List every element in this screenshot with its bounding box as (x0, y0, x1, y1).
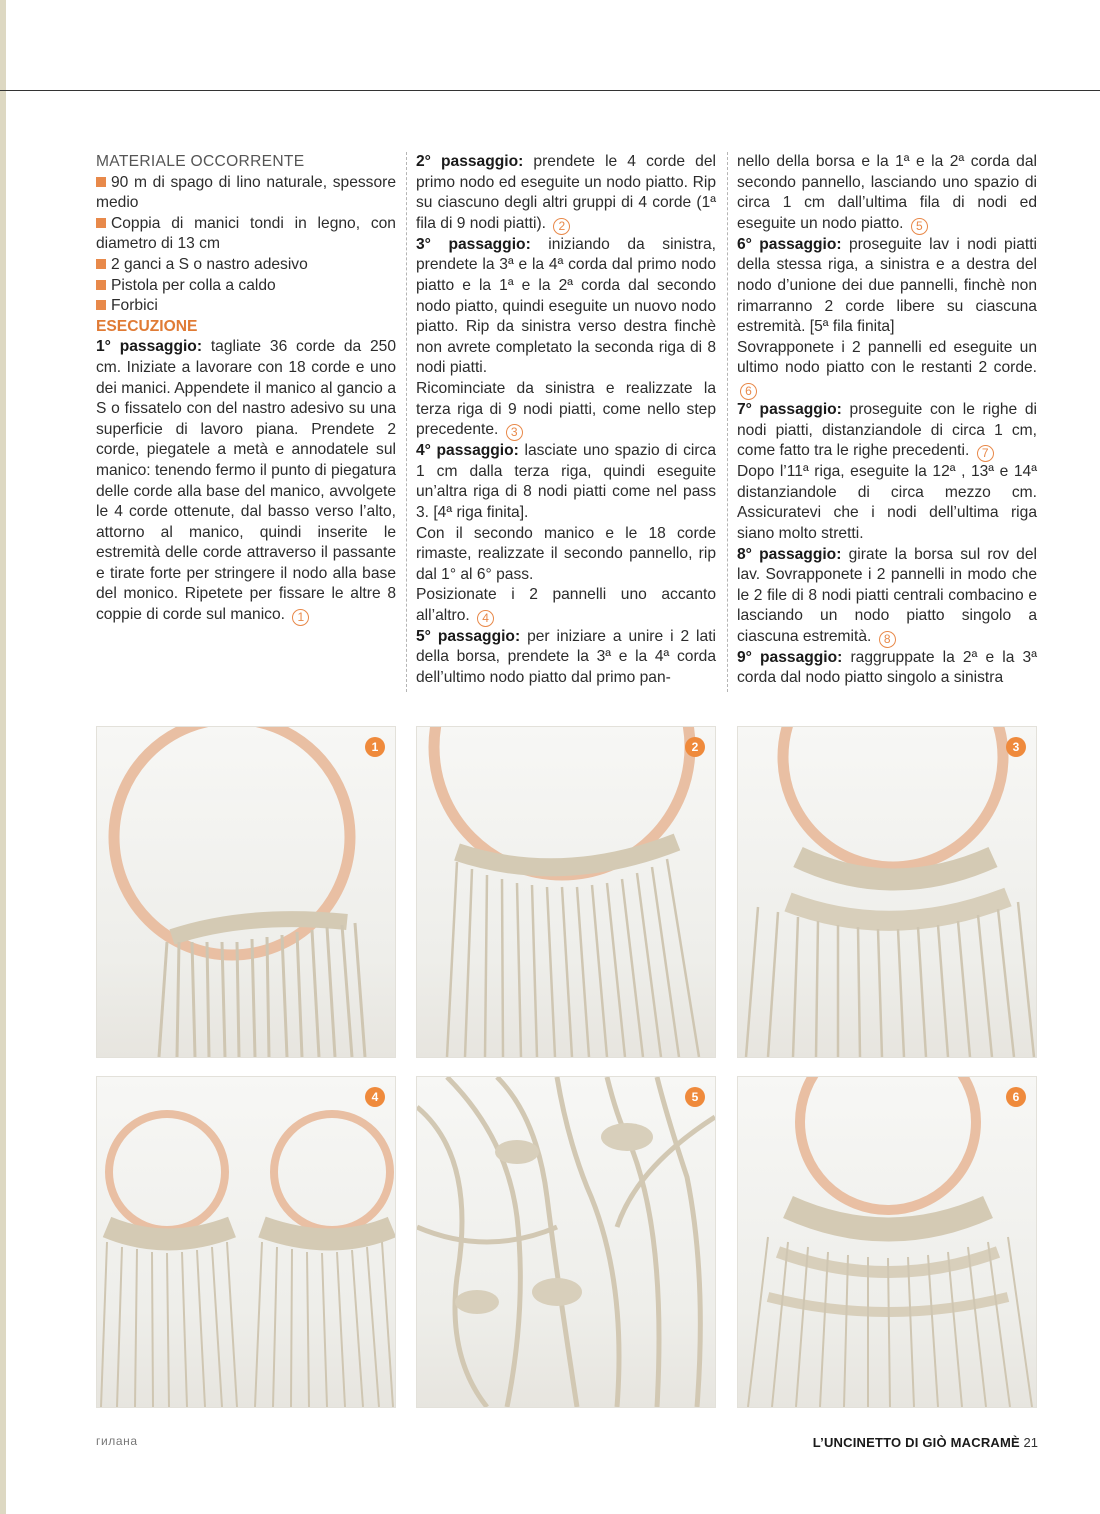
photo-ref-badge: 2 (553, 218, 570, 235)
column-divider (727, 152, 728, 692)
step-4-extra2: Posizionate i 2 pannelli uno accanto all’altro. 4 (416, 586, 716, 625)
bullet-square-icon (96, 218, 106, 228)
step-5-continued: nello della borsa e la 1ª e la 2ª corda dal secondo pannello, lasciando uno spazio di circa 1 cm dall’ultima fila di nodi ed eseguite un nodo piatto. 5 (737, 153, 1037, 233)
execution-title: ESECUZIONE (96, 317, 198, 335)
step-7-extra: Dopo l’11ª riga, eseguite la 12ª , 13ª e 14ª distanziandole di circa mezzo cm. Assicuratevi che i nodi dell’ultima riga siano molto stretti. (737, 463, 1037, 542)
step-9: 9° passaggio: raggruppate la 2ª e la 3ª corda dal nodo piatto singolo a sinistra (737, 648, 1037, 687)
page-edge-strip (0, 0, 6, 1514)
step-photo-6 (737, 1076, 1037, 1408)
step-3-extra: Ricominciate da sinistra e realizzate la terza riga di 9 nodi piatti, come nello step precedente. 3 (416, 379, 716, 440)
step-1: 1° passaggio: tagliate 36 corde da 250 cm. Iniziate a lavorare con 18 corde e uno dei manici. Appendete il manico al gancio a S o fissatelo con del nastro adesivo su una superficie di lavoro piana. Prendete 2 corde, piegatele a metà e annodatele sul manico: tenendo fermo il punto di piegatura delle corde alla base del manico, avvolgete le 4 corde ottenute, dal basso verso l’alto, attorno al manico, quindi inserite le estremità delle corde attraverso il passante e tirate forte per stringere il nodo alla base del monico. Ripetete per fissare le altre 8 coppie di corde sul manico. 1 (96, 338, 396, 625)
step-photo-1 (96, 726, 396, 1058)
material-item: Forbici (96, 296, 396, 317)
macrame-ring-illustration (97, 727, 395, 1057)
bullet-square-icon (96, 280, 106, 290)
photo-number-badge: 2 (685, 737, 705, 757)
photo-ref-badge: 5 (911, 218, 928, 235)
macrame-knot-closeup-illustration (417, 1077, 715, 1407)
page-number: 21 (1023, 1435, 1038, 1450)
photo-number-badge: 3 (1006, 737, 1026, 757)
step-8: 8° passaggio: girate la borsa sul rov del lav. Sovrapponete i 2 pannelli in modo che le 2 file di 8 nodi piatti centrali combacino e lasciando un nodo piatto singolo a ciascuna estremità. 8 (737, 545, 1037, 646)
photo-number-badge: 4 (365, 1087, 385, 1107)
step-photo-2 (416, 726, 716, 1058)
material-item: Coppia di manici tondi in legno, con diametro di 13 cm (96, 214, 396, 253)
step-4-extra: Con il secondo manico e le 18 corde rimaste, realizzate il secondo pannello, rip dal 1° al 6° pass. (416, 524, 716, 583)
step-7: 7° passaggio: proseguite con le righe di nodi piatti, distanziandole di circa 1 cm, come fatto tra le righe precedenti. 7 (737, 400, 1037, 461)
header-rule (0, 90, 1100, 91)
text-column-2 (416, 152, 716, 689)
bullet-square-icon (96, 259, 106, 269)
material-item: 90 m di spago di lino naturale, spessore medio (96, 173, 396, 212)
macrame-ring-illustration (417, 727, 715, 1057)
step-2: 2° passaggio: prendete le 4 corde del primo nodo ed eseguite un nodo piatto. Rip su ciascuno degli altri gruppi di 4 corde (1ª fila di 9 nodi piatti). 2 (416, 153, 716, 233)
footer-folio (813, 1435, 1038, 1450)
step-5: 5° passaggio: per iniziare a unire i 2 lati della borsa, prendete la 3ª e la 4ª corda dell’ultimo nodo piatto dal primo pan- (416, 627, 716, 687)
text-column-3 (737, 152, 1037, 689)
step-3: 3° passaggio: iniziando da sinistra, prendete la 3ª e la 4ª corda dal primo nodo piatto e la 1ª e la 2ª corda dal secondo nodo piatto, quindi eseguite un nuovo nodo piatto. Rip da sinistra verso destra finchè non avrete completato la seconda riga di 8 nodi piatti. (416, 235, 716, 377)
column-divider (406, 152, 407, 692)
magazine-title: L’UNCINETTO DI GIÒ MACRAMÈ (812, 1435, 1020, 1450)
step-6-extra: Sovrapponete i 2 pannelli ed eseguite un ultimo nodo piatto con le restanti 2 corde. 6 (737, 338, 1037, 398)
material-item: 2 ganci a S o nastro adesivo (96, 255, 396, 276)
footer-watermark: гилана (96, 1434, 138, 1448)
photo-ref-badge: 6 (740, 383, 757, 400)
photo-ref-badge: 1 (292, 609, 309, 626)
step-4: 4° passaggio: lasciate uno spazio di circa 1 cm dalla terza riga, quindi eseguite un’altra riga di 8 nodi piatti come nel pass 3. [4ª riga finita]. (416, 442, 716, 521)
photo-ref-badge: 8 (879, 631, 896, 648)
bullet-square-icon (96, 300, 106, 310)
photo-ref-badge: 7 (977, 445, 994, 462)
materials-title: MATERIALE OCCORRENTE (96, 153, 305, 170)
step-6: 6° passaggio: proseguite lav i nodi piatti della stessa riga, a sinistra e a destra del nodo d’unione dei due pannelli, finchè non rimarranno 2 corde libere su ciascuna estremità. [5ª fila finita] (737, 235, 1038, 336)
photo-number-badge: 1 (365, 737, 385, 757)
step-photo-3 (737, 726, 1037, 1058)
macrame-two-panels-illustration (97, 1077, 395, 1407)
bullet-square-icon (96, 177, 106, 187)
photo-number-badge: 6 (1006, 1087, 1026, 1107)
step-photo-5 (416, 1076, 716, 1408)
photo-number-badge: 5 (685, 1087, 705, 1107)
text-column-1 (96, 152, 396, 626)
step-photo-4 (96, 1076, 396, 1408)
macrame-ring-illustration (738, 727, 1036, 1057)
macrame-joined-bag-illustration (738, 1077, 1036, 1407)
photo-ref-badge: 4 (477, 610, 494, 627)
material-item: Pistola per colla a caldo (96, 276, 396, 297)
photo-ref-badge: 3 (506, 424, 523, 441)
